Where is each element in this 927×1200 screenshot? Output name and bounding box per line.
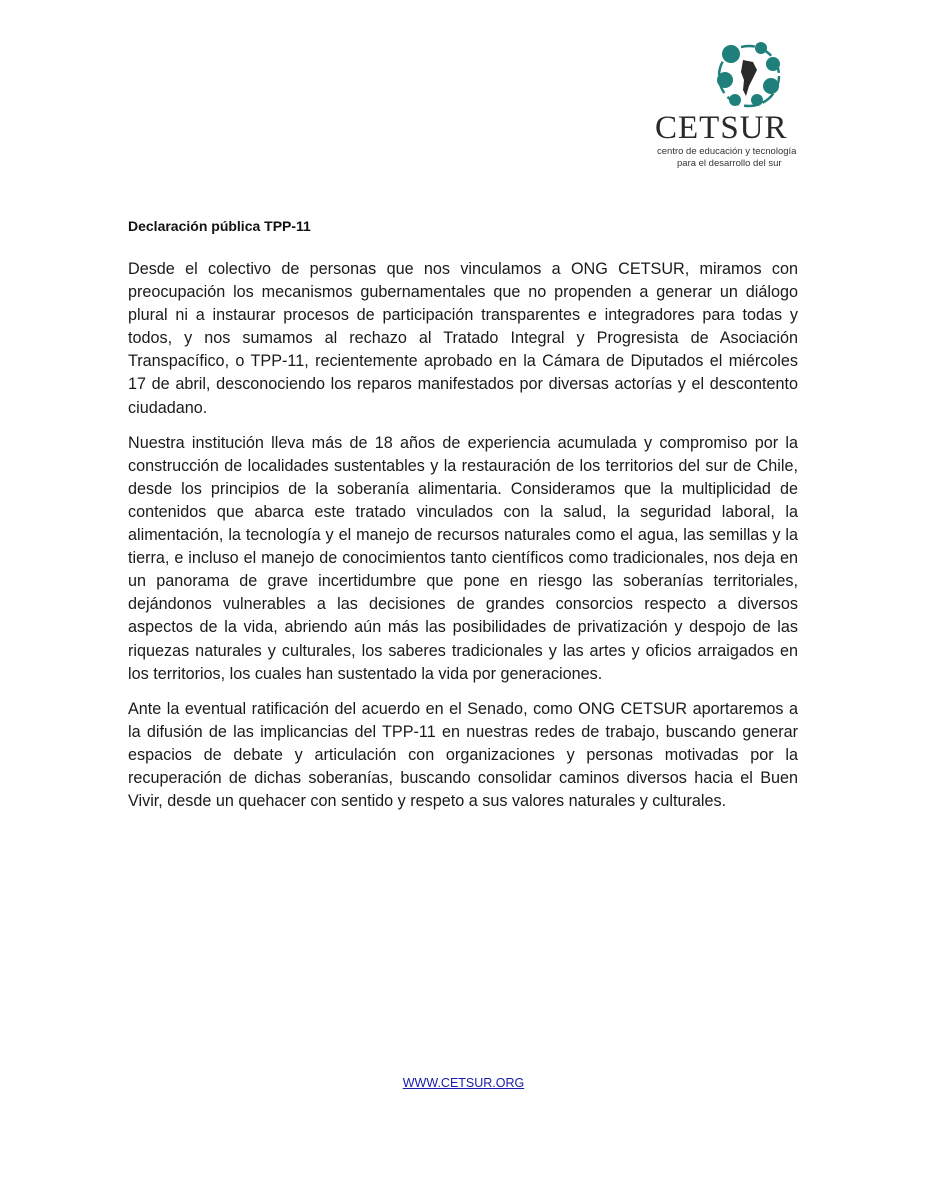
logo-name: CETSUR — [655, 110, 788, 146]
footer — [0, 1076, 927, 1090]
logo-tagline — [657, 146, 796, 170]
website-link[interactable]: WWW.CETSUR.ORG — [402, 1076, 525, 1090]
tagline-line-2: para el desarrollo del sur — [677, 158, 782, 169]
cetsur-globe-icon — [713, 40, 783, 108]
document-title: Declaración pública TPP-11 — [128, 218, 311, 234]
paragraph-1: Desde el colectivo de personas que nos vinculamos a ONG CETSUR, miramos con preocupación los mecanismos gubernamentales que no propenden a generar un diálogo plural ni a instaurar procesos de participación transparentes e integradores para todas y todos, y nos sumamos al rechazo al Tratado Integral y Progresista de Asociación Transpacífico, o TPP-11, recientemente aprobado en la Cámara de Diputados el miércoles 17 de abril, desconociendo los reparos manifestados por diversas actorías y el descontento ciudadano. — [128, 260, 798, 417]
tagline-line-1: centro de educación y tecnología — [657, 146, 797, 157]
paragraph-2: Nuestra institución lleva más de 18 años de experiencia acumulada y compromiso por la construcción de localidades sustentables y la restauración de los territorios del sur de Chile, desde los principios de la soberanía alimentaria. Consideramos que la multiplicidad de contenidos que abarca este tratado vinculados con la salud, la seguridad laboral, la alimentación, la tecnología y el manejo de recursos naturales como el agua, las semillas y la tierra, e incluso el manejo de conocimientos tanto científicos como tradicionales, nos deja en un panorama de grave incertidumbre que pone en riesgo las soberanías territoriales, dejándonos vulnerables a las decisiones de grandes consorcios respecto a diversos aspectos de la vida, abriendo aún más las posibilidades de privatización y despojo de las riquezas naturales y culturales, los saberes tradicionales y las artes y oficios arraigados en los territorios, los cuales han sustentado la vida por generaciones. — [128, 433, 798, 683]
paragraph-3: Ante la eventual ratificación del acuerdo en el Senado, como ONG CETSUR aportaremos a la difusión de las implicancias del TPP-11 en nuestras redes de trabajo, buscando generar espacios de debate y articulación con organizaciones y personas motivadas por la recuperación de dichas soberanías, buscando consolidar caminos diversos hacia el Buen Vivir, desde un quehacer con sentido y respeto a sus valores naturales y culturales. — [128, 699, 798, 811]
document-body — [128, 258, 798, 825]
